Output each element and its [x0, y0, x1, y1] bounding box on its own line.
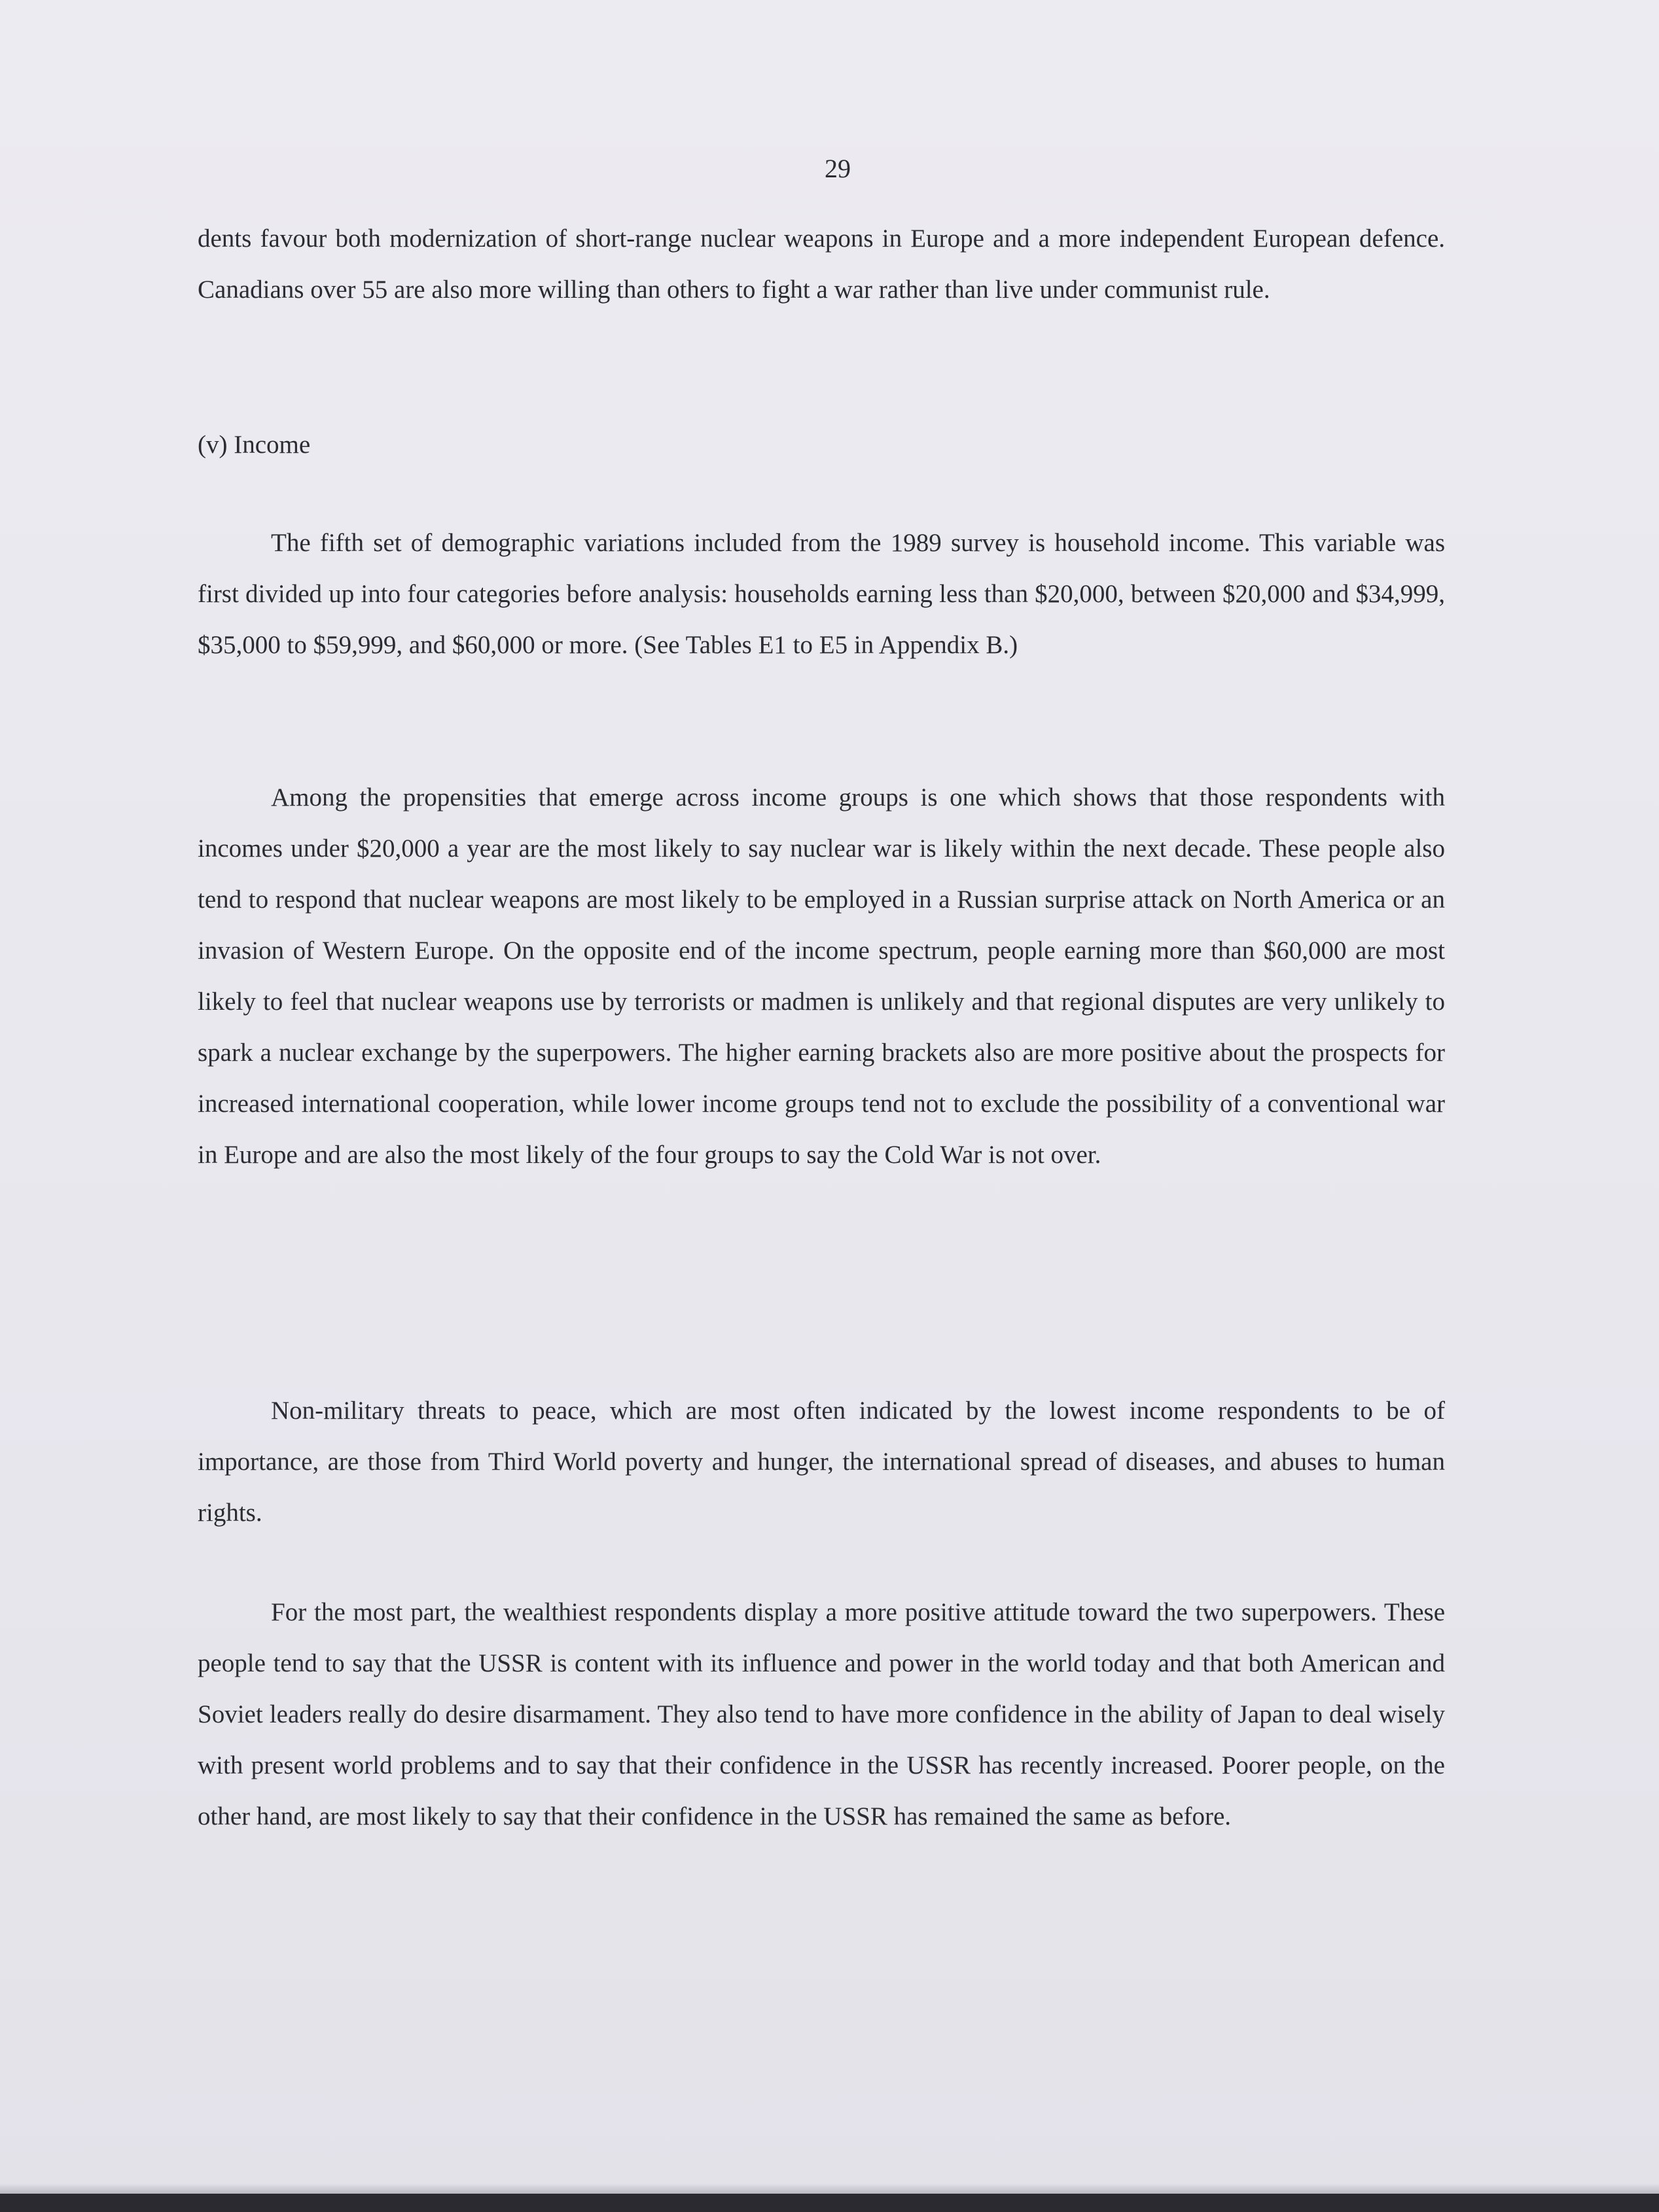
paragraph-continuation: [198, 213, 1445, 315]
paragraph-income-categories: [198, 518, 1445, 671]
paragraph-superpower-attitudes: [198, 1587, 1445, 1842]
scanner-bottom-edge: [0, 2194, 1659, 2212]
section-heading: (v) Income: [198, 431, 311, 459]
paragraph-text: Non-military threats to peace, which are most often indicated by the lowest income respondents to be of importance, are those from Third World poverty and hunger, the international spread of diseases, and abuses to human rights.: [198, 1397, 1445, 1527]
paragraph-text: dents favour both modernization of short-range nuclear weapons in Europe and a more independent European defence. Canadians over 55 are also more willing than others to fight a war rather than live under communist rule.: [198, 224, 1445, 304]
page-bottom-shadow: [0, 2183, 1659, 2194]
paragraph-text: Among the propensities that emerge across income groups is one which shows that those respondents with incomes under $20,000 a year are the most likely to say nuclear war is likely within the next decade. These people also tend to respond that nuclear weapons are most likely to be employed in a Russian surprise attack on North America or an invasion of Western Europe. On the opposite end of the income spectrum, people earning more than $60,000 are most likely to feel that nuclear weapons use by terrorists or madmen is unlikely and that regional disputes are very unlikely to spark a nuclear exchange by the superpowers. The higher earning brackets also are more positive about the prospects for increased international cooperation, while lower income groups tend not to exclude the possibility of a conventional war in Europe and are also the most likely of the four groups to say the Cold War is not over.: [198, 783, 1445, 1169]
paragraph-income-propensities: [198, 772, 1445, 1181]
page-number: 29: [825, 154, 851, 183]
paragraph-non-military-threats: [198, 1385, 1445, 1539]
paragraph-text: The fifth set of demographic variations included from the 1989 survey is household income. This variable was first divided up into four categories before analysis: households earning less than $20,000, between $20,000 and $34,999, $35,000 to $59,999, and $60,000 or more. (See Tables E1 to E5 in Appendix B.): [198, 529, 1445, 659]
paragraph-text: For the most part, the wealthiest respondents display a more positive attitude toward the two superpowers. These people tend to say that the USSR is content with its influence and power in the world today and that both American and Soviet leaders really do desire disarmament. They also tend to have more confidence in the ability of Japan to deal wisely with present world problems and to say that their confidence in the USSR has recently increased. Poorer people, on the other hand, are most likely to say that their confidence in the USSR has remained the same as before.: [198, 1598, 1445, 1830]
